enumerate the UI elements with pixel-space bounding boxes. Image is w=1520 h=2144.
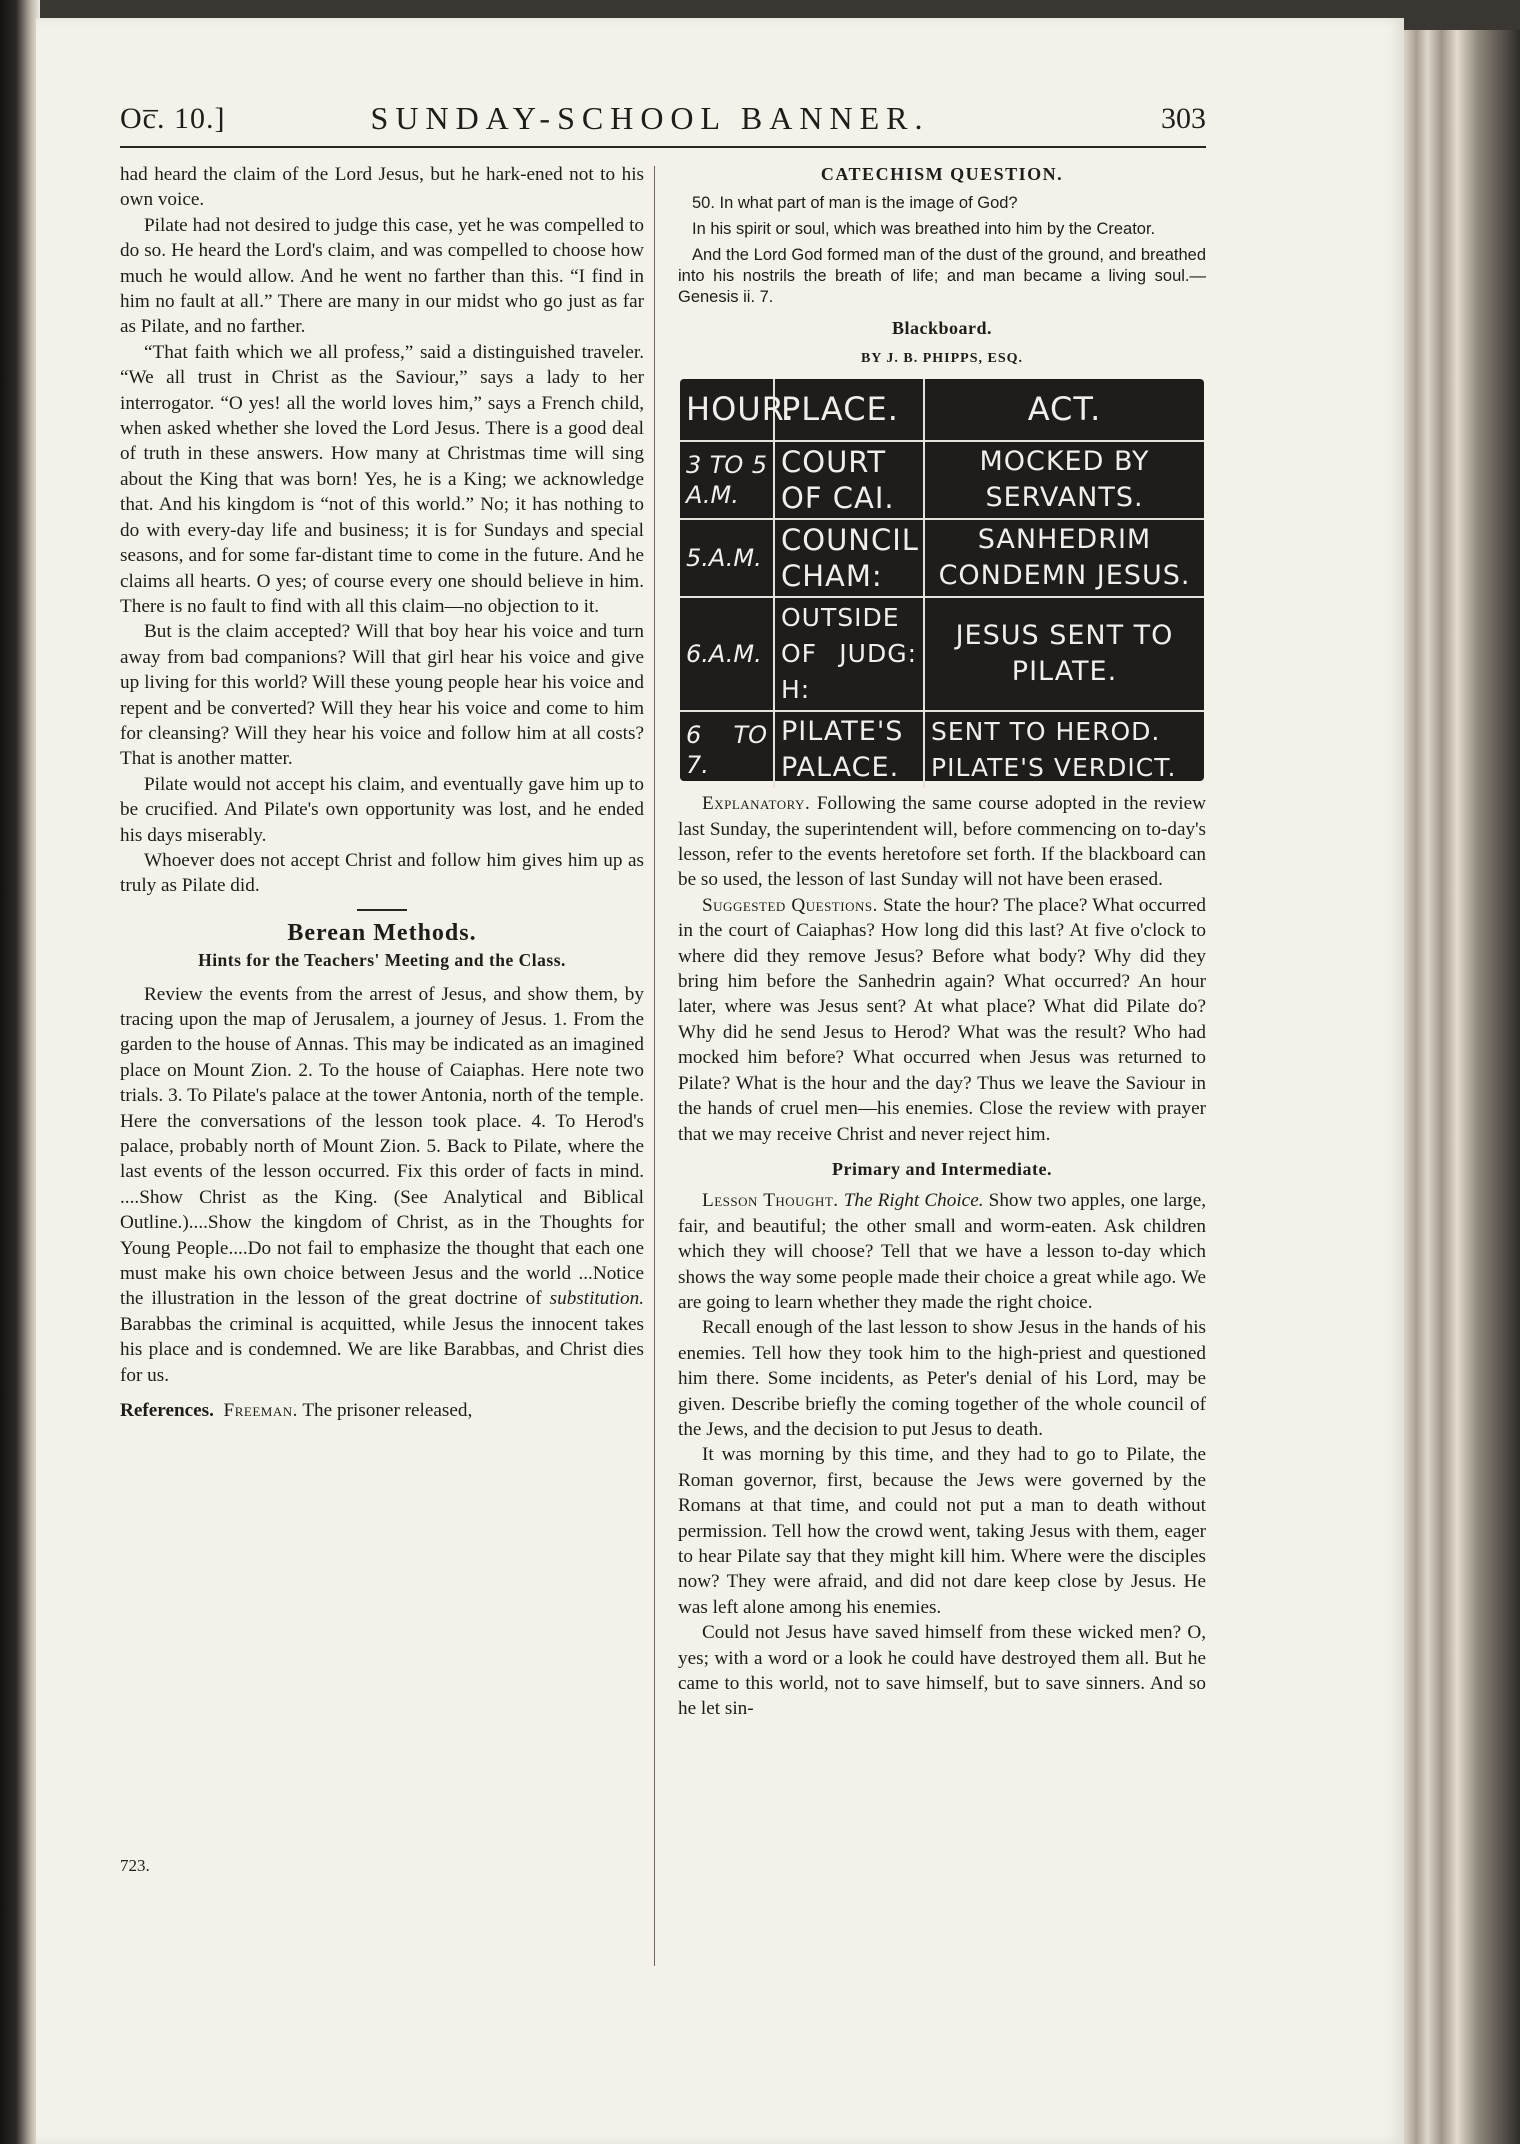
blackboard-act: JESUS SENT TO PILATE. (924, 597, 1204, 711)
berean-text-b: Barabbas the criminal is acquitted, while Jesus the innocent takes his place and is condemned. We are like Barabbas, and Christ dies for us. (120, 1313, 644, 1386)
catechism-block (678, 193, 1206, 308)
references-label: References. (120, 1400, 214, 1422)
lesson-label: Lesson Thought. (702, 1190, 839, 1212)
suggested-paragraph (678, 893, 1206, 1147)
paragraph: had heard the claim of the Lord Jesus, but he hark-ened not to his own voice. (120, 164, 644, 211)
blackboard-header-row (680, 379, 1204, 441)
primary-heading: Primary and Intermediate. (832, 1158, 1052, 1179)
references-line (120, 1398, 644, 1423)
left-column (120, 162, 644, 1424)
blackboard-place: PILATE'S PALACE. (774, 711, 924, 788)
previous-page-edge (0, 0, 40, 2144)
lesson-text: Show two apples, one large, fair, and beautiful; the other small and worm-eaten. Ask children which they will choose? Tell that we have a lesson to-day which shows the way some people made their choice a great while ago. We are going to learn whether they made the right choice. (678, 1190, 1207, 1313)
footer-number: 723. (120, 1856, 150, 1875)
references-name: Freeman. (223, 1400, 298, 1422)
lesson-thought-paragraph (678, 1188, 1206, 1315)
header-date: Oc̅. 10.] (120, 102, 226, 135)
section-divider (357, 909, 407, 911)
explanatory-text: Following the same course adopted in the review last Sunday, the superintendent will, before commencing on to-day's lesson, refer to the events heretofore set forth. If the blackboard can be so used, the lesson of last Sunday will not have been erased. (678, 793, 1206, 891)
paragraph: But is the claim accepted? Will that boy hear his voice and turn away from bad companions? Will that girl hear his voice and give up living for this world? Will these young people hear his voice and repent and be converted? Will they hear his voice and come to him for cleansing? Will they hear his voice and follow him at all costs? That is another matter. (120, 621, 644, 770)
catechism-question: 50. In what part of man is the image of God? (692, 194, 1018, 213)
blackboard-row (680, 441, 1204, 519)
blackboard-header-place: PLACE. (774, 379, 924, 441)
blackboard-place: OUTSIDE OF JUDG: H: (774, 597, 924, 711)
header-rule (120, 146, 1206, 148)
catechism-answer: In his spirit or soul, which was breathed into him by the Creator. (692, 220, 1156, 239)
blackboard-row (680, 519, 1204, 597)
paragraph: Pilate had not desired to judge this case, yet he was compelled to do so. He heard the Lord's claim, and was compelled to choose how much he would allow. And he went no farther than this. “I find in him no fault at all.” There are many in our midst who go just as far as Pilate, and no farther. (120, 214, 644, 338)
paragraph: Recall enough of the last lesson to show Jesus in the hands of his enemies. Tell how they took him to the high-priest and questioned him there. Some incidents, as Peter's denial of his Lord, may be given. Describe briefly the coming together of the whole council of the Jews, and the decision to put Jesus to death. (678, 1317, 1206, 1440)
catechism-title: CATECHISM QUESTION. (820, 164, 1064, 184)
references-text: The prisoner released, (297, 1400, 473, 1422)
berean-paragraph (120, 982, 644, 1389)
suggested-text: State the hour? The place? What occurred in the court of Caiaphas? How long did this last? At five o'clock to where did they remove Jesus? Before what body? Why did they bring him before the Sanhedrin again? What occurred? An hour later, where was Jesus sent? At what place? What did Pilate do? Why did he send Jesus to Herod? What was the result? Who had mocked him before? What occurred when Jesus was returned to Pilate? What is the hour and the day? Thus we leave the Saviour in the hands of cruel men—his enemies. Close the review with prayer that we may receive Christ and never reject him. (678, 894, 1207, 1145)
blackboard-hour: 6 TO 7. (680, 711, 774, 788)
paragraph: “That faith which we all profess,” said a distinguished traveler. “We all trust in Christ as the Saviour,” says a lady to her interrogator. “O yes! all the world loves him,” says a French child, when asked whether she loved the Lord Jesus. There is a good deal of truth in these answers. How many at Christmas time will sing about the King that was born! Yes, he is a King; we acknowledge that. And his kingdom is “not of this world.” No; it has nothing to do with every-day life and business; it is for Sundays and special seasons, and for some far-distant time to come in the future. And he claims all hearts. O yes; of course every one should believe in him. There is no fault to find with all this claim—no objection to it. (120, 341, 644, 617)
blackboard-row (680, 711, 1204, 788)
blackboard-act: SENT TO HEROD. PILATE'S VERDICT. (924, 711, 1204, 788)
header-title: SUNDAY-SCHOOL BANNER. (370, 100, 930, 136)
blackboard-place: COURT OF CAI. (774, 441, 924, 519)
catechism-scripture: And the Lord God formed man of the dust of the ground, and breathed into his nostrils the breath of life; and man became a living soul.—Genesis ii. 7. (678, 246, 1206, 307)
blackboard-illustration (680, 379, 1204, 784)
berean-italic: substitution. (549, 1288, 644, 1310)
blackboard-place: COUNCIL CHAM: (774, 519, 924, 597)
paragraph: Pilate would not accept his claim, and eventually gave him up to be crucified. And Pilate's own opportunity was lost, and he ended his days miserably. (120, 773, 644, 846)
paragraph: It was morning by this time, and they had to go to Pilate, the Roman governor, first, because the Jews were governed by the Romans at that time, and could not put a man to death without permission. Tell how the crowd went, taking Jesus with them, eager to hear Pilate say that they might kill him. Where were the disciples now? They were afraid, and did not dare keep close by Jesus. He was left alone among his enemies. (678, 1444, 1206, 1618)
blackboard-hour: 5.A.M. (680, 519, 774, 597)
blackboard-header-hour: HOUR. (680, 379, 774, 441)
blackboard-row (680, 597, 1204, 711)
blackboard-hour: 3 TO 5 A.M. (680, 441, 774, 519)
berean-subheading: Hints for the Teachers' Meeting and the Class. (198, 950, 566, 971)
lesson-italic: The Right Choice. (843, 1190, 984, 1212)
blackboard-act: MOCKED BY SERVANTS. (924, 441, 1204, 519)
suggested-label: Suggested Questions. (702, 894, 878, 916)
paragraph: Whoever does not accept Christ and follow him gives him up as truly as Pilate did. (120, 849, 644, 897)
berean-heading: Berean Methods. (287, 919, 477, 946)
blackboard-byline: BY J. B. PHIPPS, ESQ. (860, 350, 1024, 366)
running-header (120, 98, 1206, 142)
explanatory-paragraph (678, 791, 1206, 893)
blackboard-hour: 6.A.M. (680, 597, 774, 711)
blackboard-table (680, 379, 1204, 788)
right-column (678, 162, 1206, 1722)
berean-text-a: Review the events from the arrest of Jesus, and show them, by tracing upon the map of Jerusalem, a journey of Jesus. 1. From the garden to the house of Annas. This may be indicated as an imagined place on Mount Zion. 2. To the house of Caiaphas. Here note two trials. 3. To Pilate's palace at the tower Antonia, north of the temple. Here the conversations of the lesson took place. 4. To Herod's palace, probably north of Mount Zion. 5. Back to Pilate, where the last events of the lesson occurred. Fix this order of facts in mind. ....Show Christ as the King. (See Analytical and Biblical Outline.)....Show the kingdom of Christ, as in the Thoughts for Young People....Do not fail to emphasize the thought that each one must make his own choice between Jesus and the world ...Notice the illustration in the lesson of the great doctrine of (120, 983, 644, 1310)
blackboard-title: Blackboard. (891, 318, 993, 339)
page-number: 303 (1161, 102, 1206, 135)
blackboard-header-act: ACT. (924, 379, 1204, 441)
paragraph: Could not Jesus have saved himself from these wicked men? O, yes; with a word or a look he could have destroyed them all. But he came to this world, not to save himself, but to save sinners. And so he let sin- (678, 1622, 1206, 1720)
explanatory-label: Explanatory. (702, 793, 811, 815)
column-rule (654, 166, 655, 1966)
blackboard-act: SANHEDRIM CONDEMN JESUS. (924, 519, 1204, 597)
